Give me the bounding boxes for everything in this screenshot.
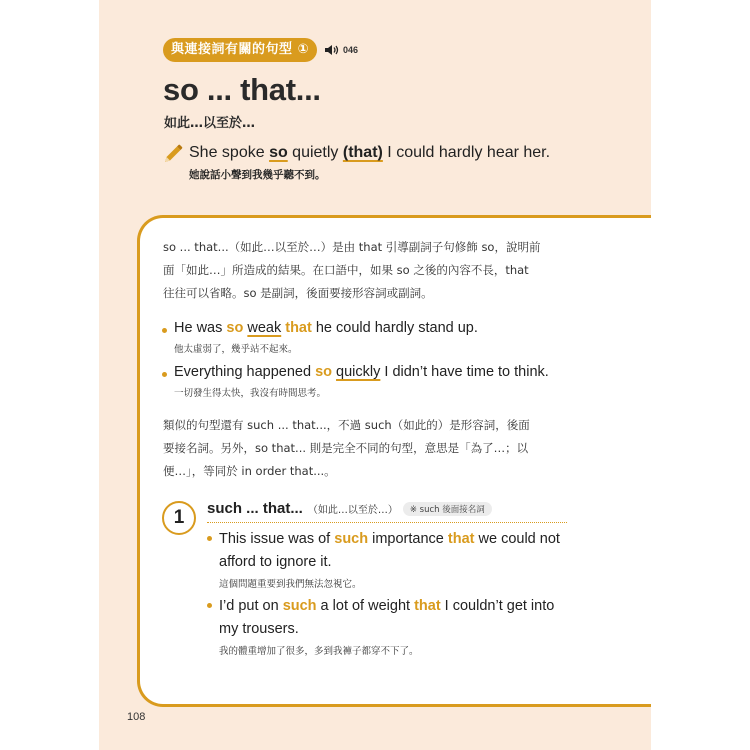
main-example-sentence: She spoke so quietly (that) I could hardly hear her. [189, 144, 551, 161]
example-translation: 我的體重增加了很多，多到我褲子都穿不下了。 [219, 646, 419, 657]
audio-track-number: 046 [343, 45, 359, 55]
section-title: such ... that... [207, 500, 303, 517]
page-number: 108 [127, 711, 146, 723]
audio-track[interactable] [324, 43, 358, 57]
speaker-icon [324, 44, 340, 56]
pencil-icon [162, 143, 184, 165]
section-note-badge: ※ such 後面接名詞 [403, 502, 492, 516]
example-translation: 他太虛弱了，幾乎站不起來。 [174, 344, 298, 355]
explanation-paragraph-2: 類似的句型還有 such ... that...，不過 such（如此的）是形容詞，後面 要接名詞。另外，so that... 則是完全不同的句型，意思是「為了…；以 便…」，等同於 in order that...。 [163, 418, 530, 478]
example-sentence: I’d put on such a lot of weight that I couldn’t get into my trousers. [219, 598, 555, 637]
section-gloss: （如此…以至於…） [307, 505, 398, 516]
explanation-paragraph-1: so ... that...（如此…以至於…）是由 that 引導副詞子句修飾 so，說明前 面「如此…」所造成的結果。在口語中，如果 so 之後的內容不長，that 往往可以省略。so 是副詞，後面要接形容詞或副詞。 [163, 240, 541, 300]
page-title-gloss: 如此…以至於… [164, 116, 256, 131]
list-item [207, 595, 574, 657]
section-heading [207, 500, 492, 517]
example-sentence: Everything happened so quickly I didn’t have time to think. [174, 364, 549, 380]
section-number-badge: 1 [162, 501, 196, 535]
list-item [162, 320, 478, 355]
section-pill: 與連接詞有關的句型 ① [163, 38, 317, 62]
bullet-dot [162, 328, 167, 333]
bullet-dot [207, 536, 212, 541]
example-translation: 這個問題重要到我們無法忽視它。 [219, 579, 362, 590]
book-page [99, 0, 651, 750]
list-item [162, 364, 549, 399]
bullet-dot [207, 603, 212, 608]
bullet-dot [162, 372, 167, 377]
example-sentence: This issue was of such importance that we could not afford to ignore it. [219, 531, 560, 570]
example-translation: 一切發生得太快，我沒有時間思考。 [174, 388, 327, 399]
page-title: so ... that... [163, 72, 321, 107]
list-item [207, 528, 574, 590]
main-example-translation: 她說話小聲到我幾乎聽不到。 [189, 169, 326, 181]
example-sentence: He was so weak that he could hardly stand up. [174, 320, 478, 336]
dotted-divider [207, 522, 567, 523]
